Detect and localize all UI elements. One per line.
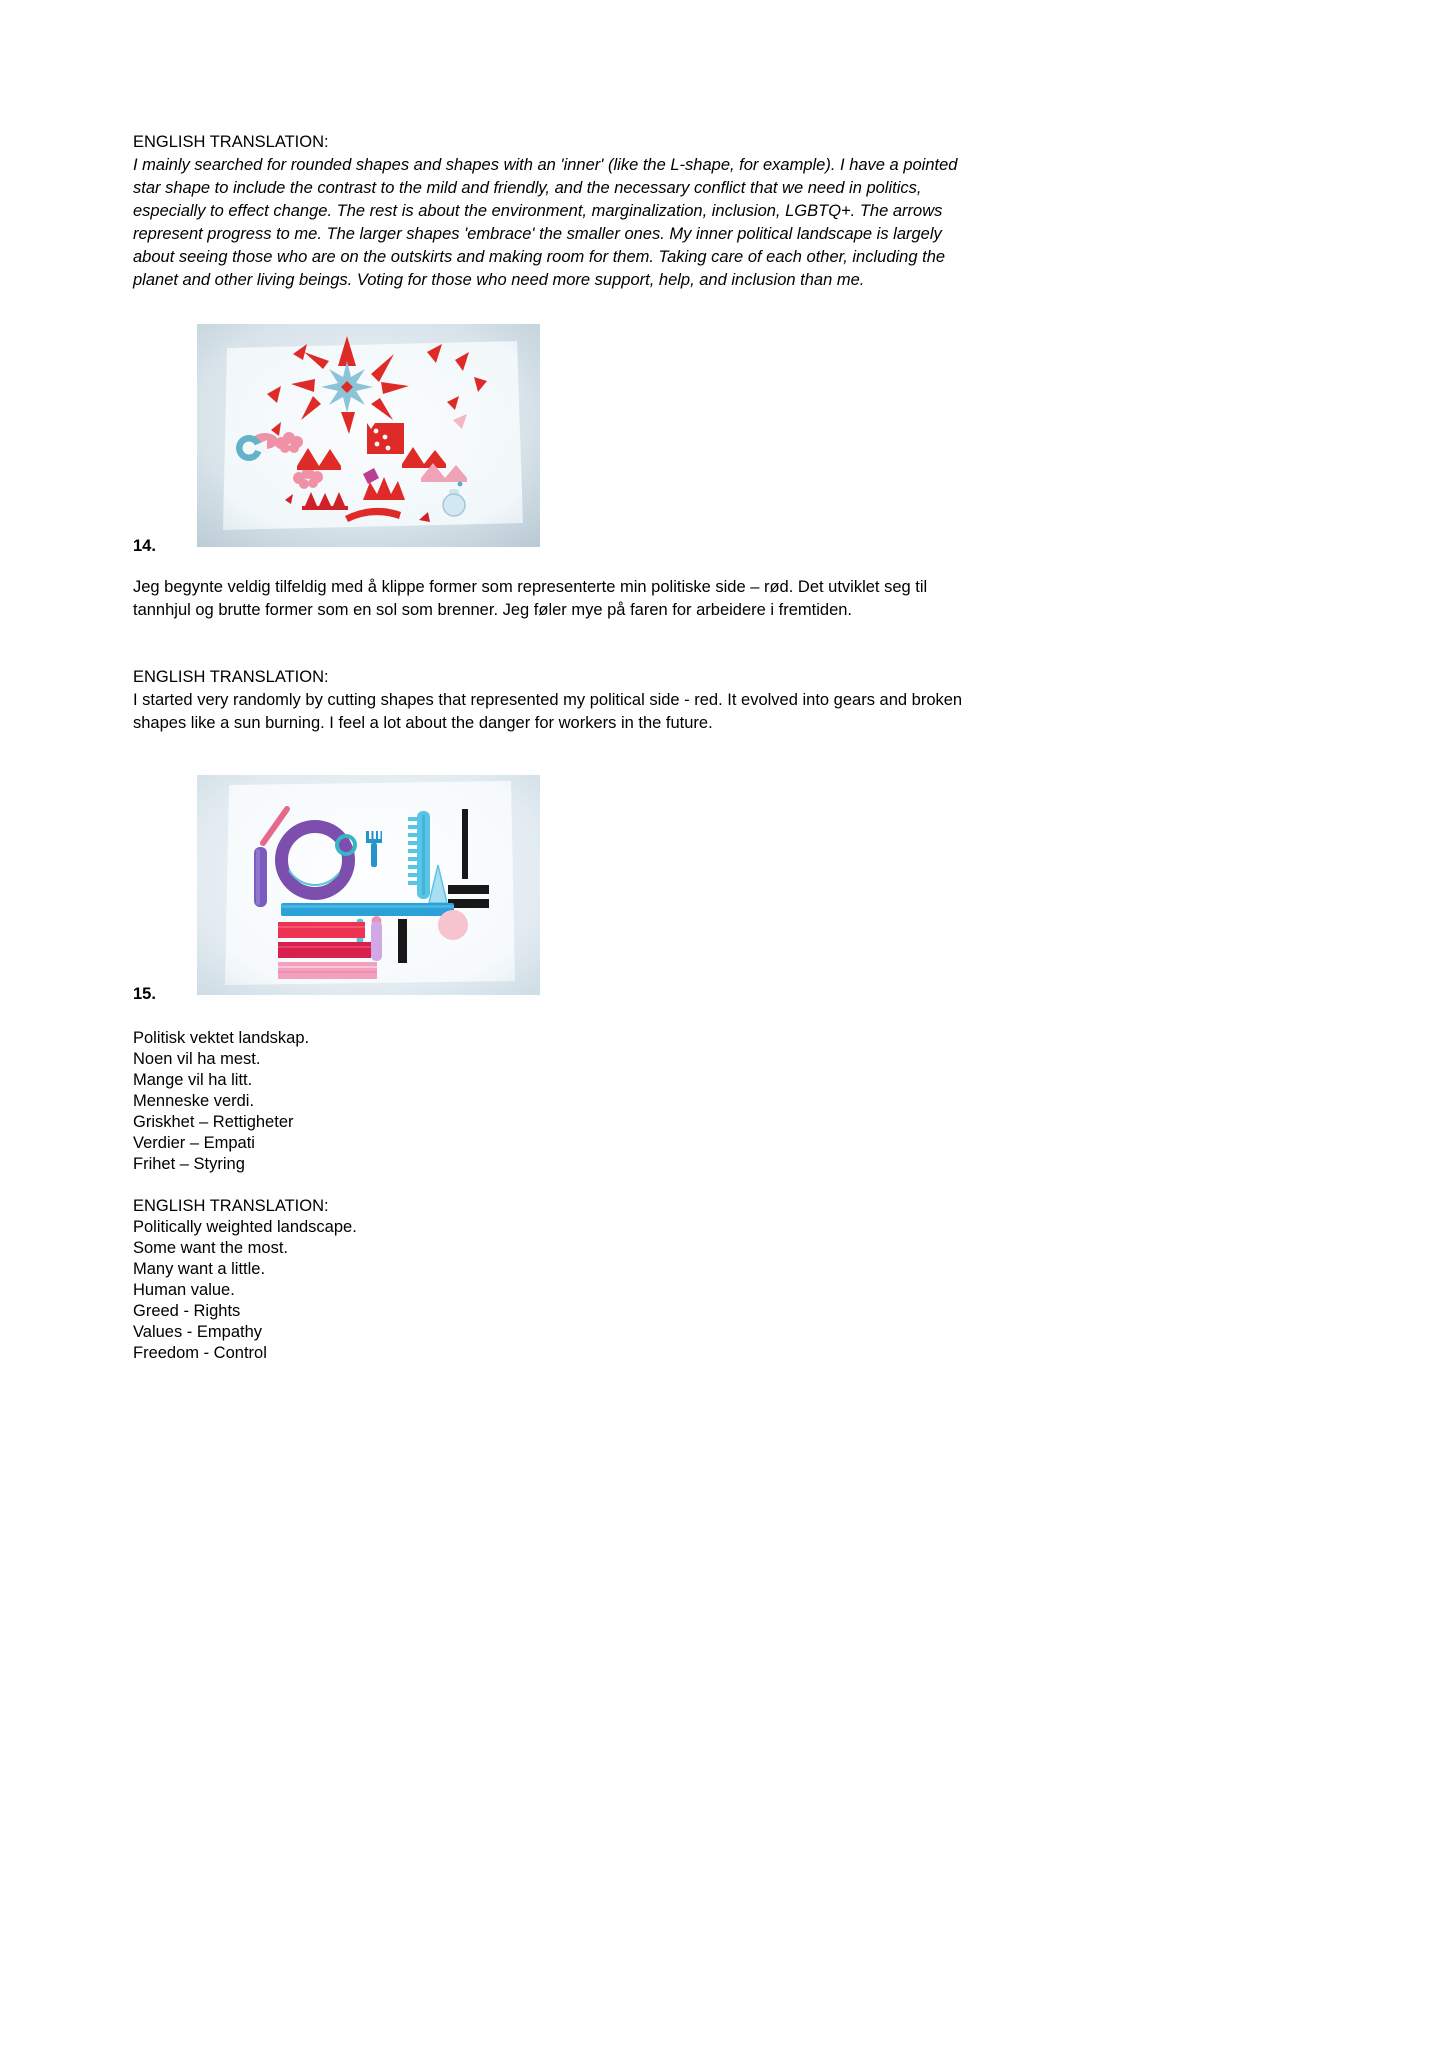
item15-english-line: Freedom - Control	[133, 1344, 267, 1362]
item15-norwegian-line: Menneske verdi.	[133, 1092, 255, 1110]
intro-translation-paragraph: I mainly searched for rounded shapes and shapes with an 'inner' (like the L-shape, for example). I have a pointed star shape to include the contrast to the mild and friendly, and the necessary conflict that we need in politics, especially to effect change. The rest is about the environment, marginalization, inclusion, LGBTQ+. The arrows represent progress to me. The larger shapes 'embrace' the smaller ones. My inner political landscape is largely about seeing those who are on the outskirts and making room for them. Taking care of each other, including the planet and other living beings. Voting for those who need more support, help, and inclusion than me.	[133, 156, 958, 289]
artwork-photo-14	[197, 324, 540, 547]
figure-artwork-14	[197, 324, 540, 547]
item15-norwegian-line: Griskhet – Rettigheter	[133, 1113, 294, 1131]
translation-heading-15: ENGLISH TRANSLATION:	[133, 1197, 329, 1215]
item14-english-paragraph: I started very randomly by cutting shapes that represented my political side - red. It evolved into gears and broken shapes like a sun burning. I feel a lot about the danger for workers in the future.	[133, 691, 963, 732]
item15-norwegian-line: Verdier – Empati	[133, 1134, 255, 1152]
item14-norwegian-paragraph: Jeg begynte veldig tilfeldig med å klippe former som representerte min politiske side – rød. Det utviklet seg til tannhjul og brutte former som en sol som brenner. Jeg føler mye på faren for arbeidere i fremtiden.	[133, 578, 928, 619]
item15-english-list	[133, 1217, 973, 1364]
item15-norwegian-line: Mange vil ha litt.	[133, 1071, 253, 1089]
item15-english-line: Some want the most.	[133, 1239, 288, 1257]
translation-heading-intro: ENGLISH TRANSLATION:	[133, 133, 329, 151]
item15-norwegian-line: Noen vil ha mest.	[133, 1050, 261, 1068]
item-number-14: 14.	[133, 537, 156, 555]
translation-heading-14: ENGLISH TRANSLATION:	[133, 668, 329, 686]
item15-english-line: Human value.	[133, 1281, 235, 1299]
item15-norwegian-line: Politisk vektet landskap.	[133, 1029, 310, 1047]
figure-artwork-15	[197, 775, 540, 995]
artwork-photo-15	[197, 775, 540, 995]
item15-norwegian-list	[133, 1028, 973, 1175]
item15-english-line: Greed - Rights	[133, 1302, 241, 1320]
item15-english-line: Values - Empathy	[133, 1323, 263, 1341]
item-number-15: 15.	[133, 985, 156, 1003]
item15-english-line: Politically weighted landscape.	[133, 1218, 357, 1236]
document-content	[133, 131, 973, 1364]
item15-english-line: Many want a little.	[133, 1260, 266, 1278]
item15-norwegian-line: Frihet – Styring	[133, 1155, 245, 1173]
